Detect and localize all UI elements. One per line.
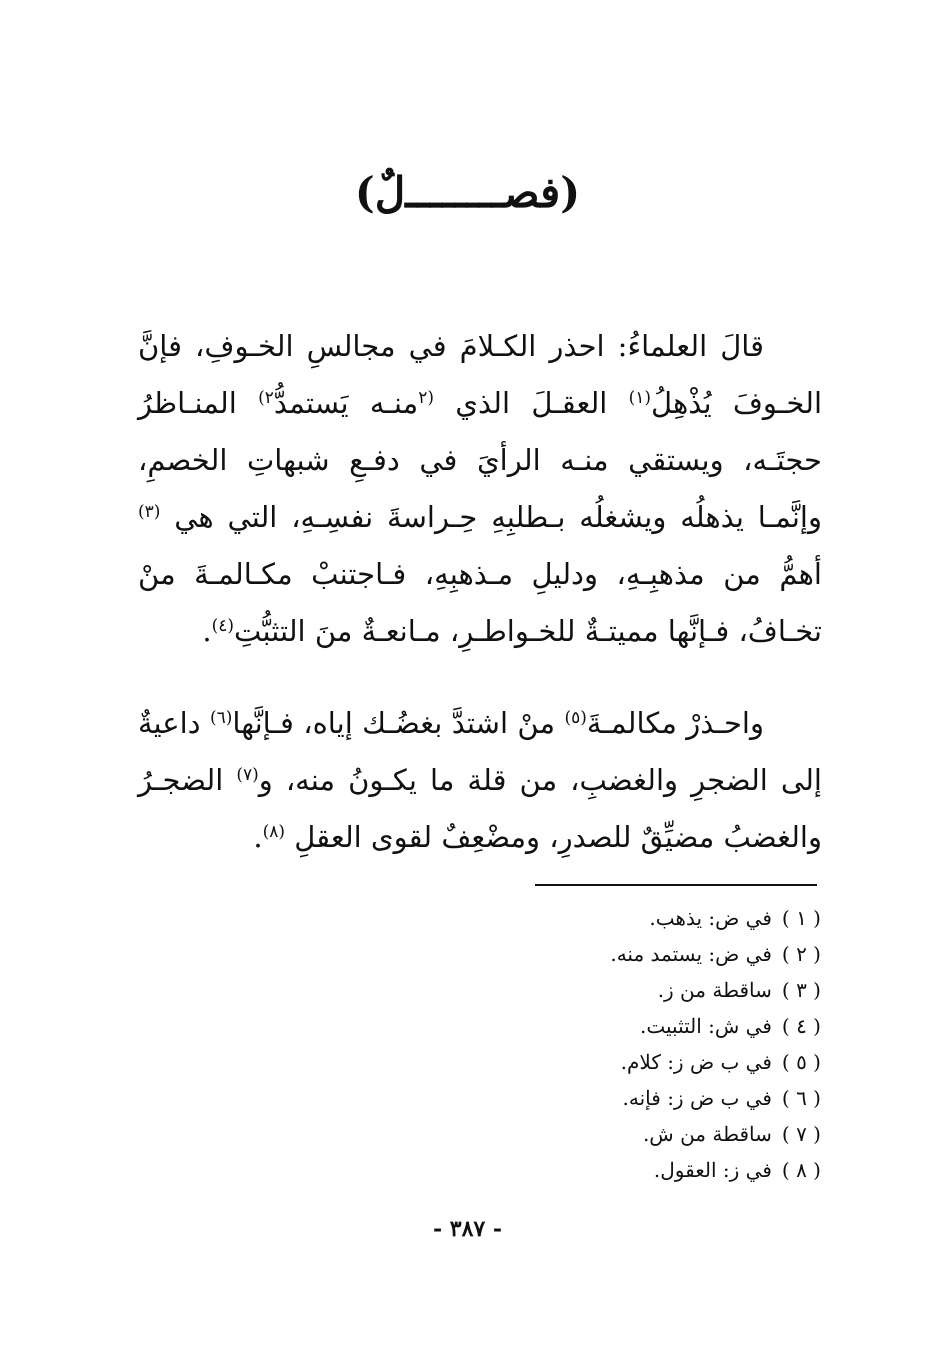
footnote-number: ( ٦ ) bbox=[781, 1086, 821, 1110]
footnote-text: ساقطة من ز. bbox=[657, 978, 772, 1002]
text-run: منْ اشتدَّ بغضُـك إياه، فـإنَّها bbox=[232, 706, 565, 740]
text-run: المنـاظرُ حجتَـه، ويستقي منـه الرأيَ في دفـعِ شبهاتِ الخصمِ، وإنَّمـا يذهلُه ويشغلُه بـطلبِهِ حِـراسةَ نفسِـهِ، التي هي bbox=[138, 386, 822, 534]
footnote-number: ( ٣ ) bbox=[781, 978, 821, 1002]
footnote-item bbox=[401, 1080, 821, 1116]
page-number: - ٣٨٧ - bbox=[432, 1216, 503, 1242]
footnote-item bbox=[401, 1008, 821, 1044]
text-run: أهمُّ من مذهبِـهِ، ودليلِ مـذهبِهِ، فـاجتنبْ مكـالمـةَ منْ تخـافُ، فـإنَّها مميتـةٌ للخـواطـرِ، مـانعـةٌ منَ التثبُّتِ bbox=[138, 557, 822, 648]
paragraph-2 bbox=[138, 695, 822, 866]
footnote-number: ( ٧ ) bbox=[781, 1122, 821, 1146]
section-heading bbox=[0, 168, 935, 218]
footnote-text: في ض: يذهب. bbox=[649, 906, 772, 930]
text-run: قالَ العلماءُ: احذر الكـلامَ في مجالسِ الخـوفِ، فإنَّ الخـوفَ يُذْهِلُ bbox=[138, 329, 823, 420]
text-run: منـه يَستمدُّ bbox=[273, 386, 419, 420]
footnote-item bbox=[401, 1116, 821, 1152]
footnote-number: ( ١ ) bbox=[781, 906, 821, 930]
footnote-text: في ض: يستمد منه. bbox=[610, 942, 772, 966]
footnote-marker: (٣) bbox=[138, 502, 161, 522]
text-run: داعيةٌ إلى الضجرِ والغضبِ، من قلة ما يكـونُ منه، و bbox=[138, 706, 822, 797]
heading-text: فصـ bbox=[491, 168, 561, 217]
footnote-number: ( ٢ ) bbox=[781, 942, 821, 966]
footnotes-list bbox=[401, 900, 821, 1188]
footnote-marker: (٤) bbox=[211, 616, 234, 636]
heading-close-paren: ) bbox=[354, 168, 375, 217]
footnote-number: ( ٨ ) bbox=[781, 1158, 821, 1182]
heading-open-paren: ( bbox=[560, 168, 581, 217]
footnote-item bbox=[401, 972, 821, 1008]
footnote-text: ساقطة من ش. bbox=[642, 1122, 772, 1146]
footnote-text: في ز: العقول. bbox=[653, 1158, 772, 1182]
footnote-text: في ش: التثبيت. bbox=[640, 1014, 772, 1038]
footnote-text: في ب ض ز: فإنه. bbox=[622, 1086, 772, 1110]
footnote-item bbox=[401, 900, 821, 936]
text-run: . bbox=[253, 820, 263, 854]
footnote-number: ( ٥ ) bbox=[781, 1050, 821, 1074]
footnote-text: في ب ض ز: كلام. bbox=[620, 1050, 772, 1074]
footnote-marker: (٨) bbox=[262, 822, 285, 842]
footnote-marker: (٥) bbox=[564, 708, 587, 728]
footnote-marker: ٢) bbox=[258, 388, 274, 408]
text-run: العقـلَ الذي bbox=[433, 386, 629, 420]
heading-kashida: ـــــــ bbox=[405, 168, 492, 217]
paragraph-1 bbox=[138, 318, 822, 660]
footnote-item bbox=[401, 936, 821, 972]
footnote-marker: (٢ bbox=[418, 388, 434, 408]
text-run: واحـذرْ مكالمـةَ bbox=[586, 706, 764, 740]
heading-text-end: لٌ bbox=[374, 168, 406, 217]
footnote-marker: (٧) bbox=[236, 765, 259, 785]
footnote-item bbox=[401, 1044, 821, 1080]
footnote-marker: (٦) bbox=[209, 708, 233, 728]
footnote-marker: (١) bbox=[628, 388, 652, 408]
footnote-number: ( ٤ ) bbox=[781, 1014, 821, 1038]
text-run: الضجـرُ والغضبُ مضيِّقٌ للصدرِ، ومضْعِفٌ لقوى العقلِ bbox=[138, 763, 822, 854]
footnote-item bbox=[401, 1152, 821, 1188]
text-run: . bbox=[202, 614, 212, 648]
main-text bbox=[138, 318, 822, 866]
footnote-separator bbox=[535, 884, 817, 886]
